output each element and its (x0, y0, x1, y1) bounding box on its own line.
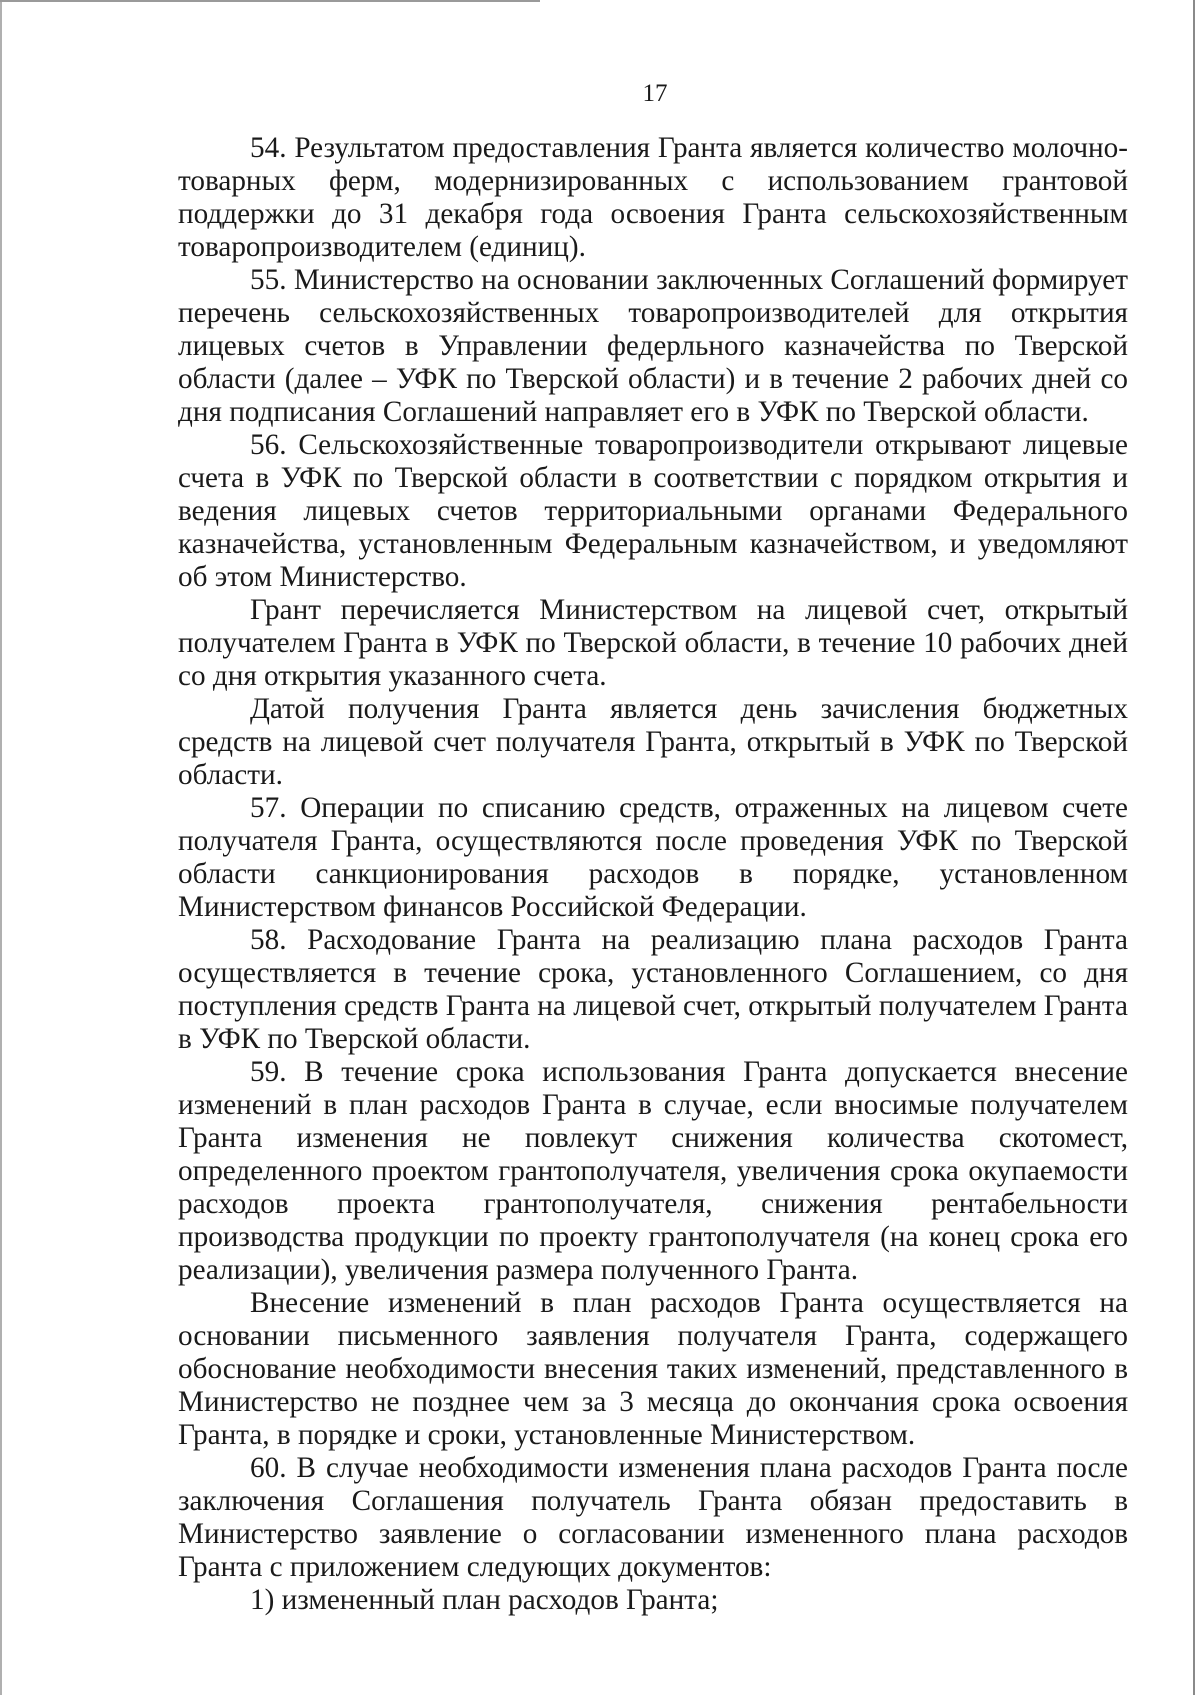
document-body (178, 132, 1128, 1617)
scan-edge-right (1193, 0, 1195, 1695)
paragraph-grant-transfer: Грант перечисляется Министерством на лицевой счет, открытый получателем Гранта в УФК по Тверской области, в течение 10 рабочих дней со дня открытия указанного счета. (178, 594, 1128, 692)
paragraph-55: 55. Министерство на основании заключенных Соглашений формирует перечень сельскохозяйственных товаропроизводителей для открытия лицевых счетов в Управлении федерльного казначейства по Тверской области (далее – УФК по Тверской области) и в течение 2 рабочих дней со дня подписания Соглашений направляет его в УФК по Тверской области. (178, 264, 1128, 428)
scan-edge-left (0, 0, 2, 1695)
page-number: 17 (642, 80, 668, 107)
paragraph-56: 56. Сельскохозяйственные товаропроизводители открывают лицевые счета в УФК по Тверской области в соответствии с порядком открытия и ведения лицевых счетов территориальными органами Федерального казначейства, установленным Федеральным казначейством, и уведомляют об этом Министерство. (178, 429, 1128, 593)
paragraph-plan-changes: Внесение изменений в план расходов Гранта осуществляется на основании письменного заявления получателя Гранта, содержащего обоснование необходимости внесения таких изменений, представленного в Министерство не позднее чем за 3 месяца до окончания срока освоения Гранта, в порядке и сроки, установленные Министерством. (178, 1287, 1128, 1451)
paragraph-54: 54. Результатом предоставления Гранта является количество молочно-товарных ферм, модернизированных с использованием грантовой поддержки до 31 декабря года освоения Гранта сельскохозяйственным товаропроизводителем (единиц). (178, 132, 1128, 263)
paragraph-grant-receipt-date: Датой получения Гранта является день зачисления бюджетных средств на лицевой счет получателя Гранта, открытый в УФК по Тверской области. (178, 693, 1128, 791)
paragraph-59: 59. В течение срока использования Гранта допускается внесение изменений в план расходов Гранта в случае, если вносимые получателем Гранта изменения не повлекут снижения количества скотомест, определенного проектом грантополучателя, увеличения срока окупаемости расходов проекта грантополучателя, снижения рентабельности производства продукции по проекту грантополучателя (на конец срока его реализации), увеличения размера полученного Гранта. (178, 1056, 1128, 1286)
paragraph-57: 57. Операции по списанию средств, отраженных на лицевом счете получателя Гранта, осуществляются после проведения УФК по Тверской области санкционирования расходов в порядке, установленном Министерством финансов Российской Федерации. (178, 792, 1128, 923)
list-item-1: 1) измененный план расходов Гранта; (250, 1584, 719, 1616)
paragraph-58: 58. Расходование Гранта на реализацию плана расходов Гранта осуществляется в течение срока, установленного Соглашением, со дня поступления средств Гранта на лицевой счет, открытый получателем Гранта в УФК по Тверской области. (178, 924, 1128, 1055)
paragraph-60: 60. В случае необходимости изменения плана расходов Гранта после заключения Соглашения получатель Гранта обязан предоставить в Министерство заявление о согласовании измененного плана расходов Гранта с приложением следующих документов: (178, 1452, 1128, 1583)
scan-edge-top (0, 0, 540, 2)
